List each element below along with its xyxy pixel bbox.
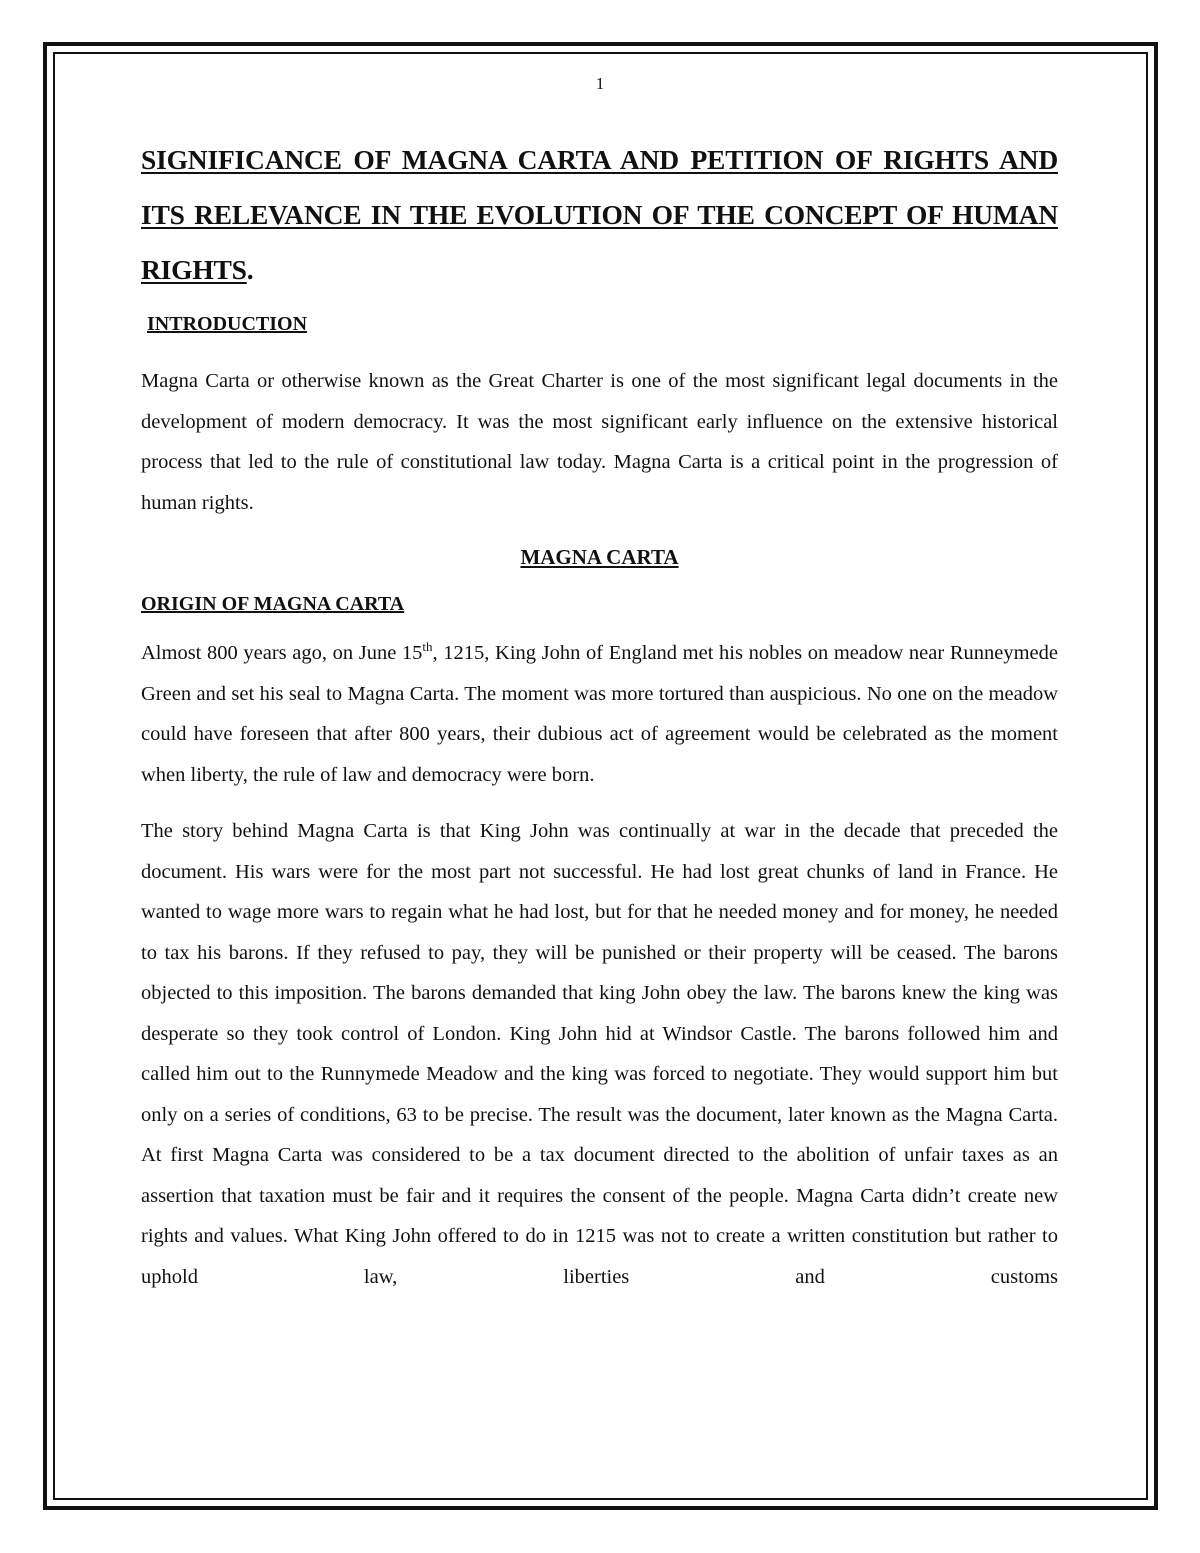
introduction-paragraph: Magna Carta or otherwise known as the Great Charter is one of the most significant legal documents in the development of modern democracy. It was the most significant early influence on the extensive historical process that led to the rule of constitutional law today. Magna Carta is a critical point in the progression of human rights. [141, 370, 1058, 514]
document-title-period: . [246, 254, 254, 285]
origin-paragraph-1-start: Almost 800 years ago, on June 15 [141, 642, 423, 664]
document-title-text: SIGNIFICANCE OF MAGNA CARTA AND PETITION OF RIGHTS AND ITS RELEVANCE IN THE EVOLUTION OF THE CONCEPT OF HUMAN RIGHTS [141, 144, 1058, 285]
document-title [141, 132, 1058, 297]
ordinal-suffix: th [422, 639, 433, 654]
origin-paragraph-1-rest: , 1215, King John of England met his nobles on meadow near Runneymede Green and set his seal to Magna Carta. The moment was more tortured than auspicious. No one on the meadow could have foreseen that after 800 years, their dubious act of agreement would be celebrated as the moment when liberty, the rule of law and democracy were born. [141, 642, 1058, 786]
origin-heading: ORIGIN OF MAGNA CARTA [141, 593, 405, 615]
document-body [141, 132, 1058, 1297]
origin-paragraph-1 [141, 633, 1058, 795]
page-number: 1 [595, 74, 605, 93]
magna-carta-heading: MAGNA CARTA [520, 545, 679, 569]
introduction-heading: INTRODUCTION [147, 313, 308, 335]
origin-paragraph-2: The story behind Magna Carta is that King John was continually at war in the decade that preceded the document. His wars were for the most part not successful. He had lost great chunks of land in France. He wanted to wage more wars to regain what he had lost, but for that he needed money and for money, he needed to tax his barons. If they refused to pay, they will be punished or their property will be ceased. The barons objected to this imposition. The barons demanded that king John obey the law. The barons knew the king was desperate so they took control of London. King John hid at Windsor Castle. The barons followed him and called him out to the Runnymede Meadow and the king was forced to negotiate. They would support him but only on a series of conditions, 63 to be precise. The result was the document, later known as the Magna Carta. At first Magna Carta was considered to be a tax document directed to the abolition of unfair taxes as an assertion that taxation must be fair and it requires the consent of the people. Magna Carta didn’t create new rights and values. What King John offered to do in 1215 was not to create a written constitution but rather to uphold law, liberties and customs [141, 820, 1058, 1288]
